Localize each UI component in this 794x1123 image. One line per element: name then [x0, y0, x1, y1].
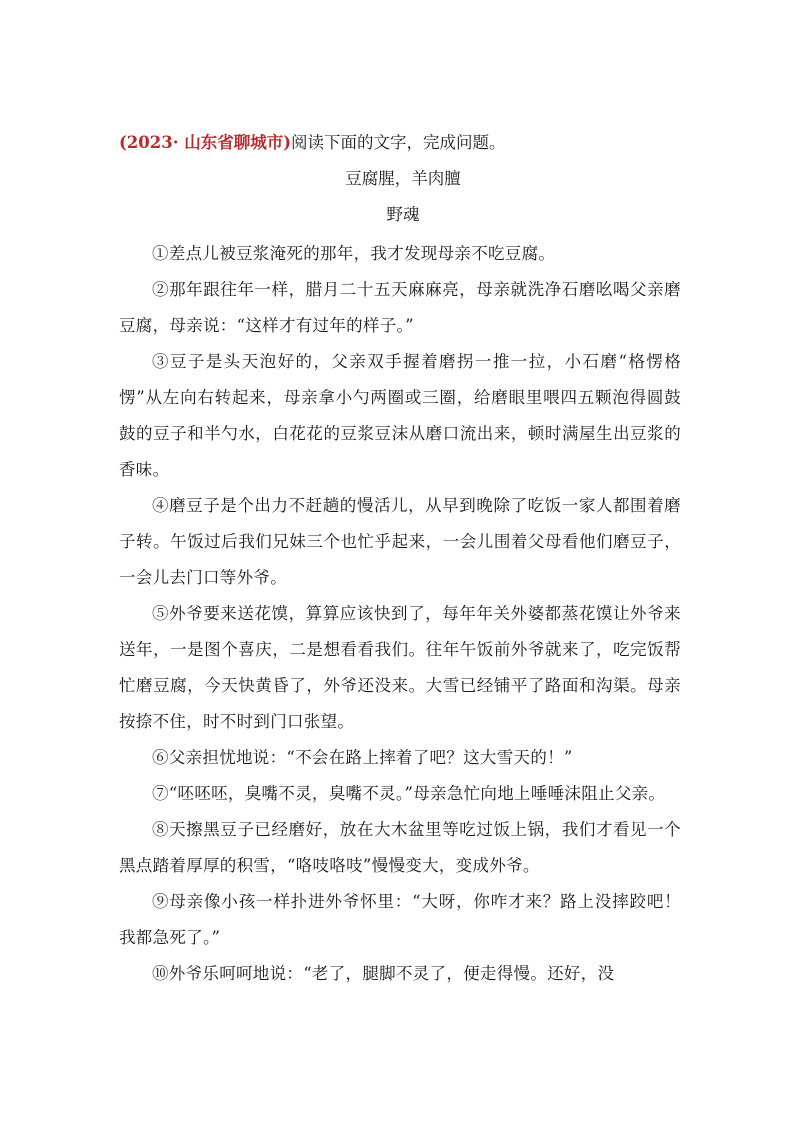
question-header — [119, 128, 681, 158]
question-instruction: 阅读下面的文字，完成问题。 — [291, 133, 506, 152]
paragraph-2: ②那年跟往年一样，腊月二十五天麻麻亮，母亲就洗净石磨吆喝父亲磨豆腐，母亲说：“这样才有过年的样子。” — [119, 280, 681, 335]
paragraph-1: ①差点儿被豆浆淹死的那年，我才发现母亲不吃豆腐。 — [152, 244, 556, 263]
paragraph-9: ⑨母亲像小孩一样扑进外爷怀里：“大呀，你咋才来？路上没摔跤吧！我都急死了。” — [119, 892, 681, 947]
paragraph-5: ⑤外爷要来送花馍，算算应该快到了，每年年关外婆都蒸花馍让外爷来送年，一是图个喜庆，二是想看看我们。往年午饭前外爷就来了，吃完饭帮忙磨豆腐，今天快黄昏了，外爷还没来。大雪已经铺平了路面和沟渠。母亲按捺不住，时不时到门口张望。 — [119, 604, 681, 731]
paragraph-7: ⑦“呸呸呸，臭嘴不灵，臭嘴不灵。”母亲急忙向地上唾唾沫阻止父亲。 — [152, 784, 666, 803]
paragraph-4: ④磨豆子是个出力不赶趟的慢活儿，从早到晚除了吃饭一家人都围着磨子转。午饭过后我们兄妹三个也忙乎起来，一会儿围着父母看他们磨豆子，一会儿去门口等外爷。 — [119, 496, 681, 587]
document-page — [119, 128, 681, 992]
article-author: 野魂 — [386, 205, 420, 224]
paragraph-8: ⑧天擦黑豆子已经磨好，放在大木盆里等吃过饭上锅，我们才看见一个黑点踏着厚厚的积雪，“咯吱咯吱”慢慢变大，变成外爷。 — [119, 820, 681, 875]
paragraph-3: ③豆子是头天泡好的，父亲双手握着磨拐一推一拉，小石磨“格愣格愣”从左向右转起来，母亲拿小勺两圈或三圈，给磨眼里喂四五颗泡得圆鼓鼓的豆子和半勺水，白花花的豆浆豆沫从磨口流出来，顿时满屋生出豆浆的香味。 — [119, 352, 681, 479]
article-title: 豆腐腥，羊肉膻 — [345, 169, 461, 188]
paragraph-10: ⑩外爷乐呵呵地说：“老了，腿脚不灵了，便走得慢。还好，没 — [152, 964, 615, 983]
question-source: (2023· 山东省聊城市) — [119, 133, 292, 152]
paragraph-6: ⑥父亲担忧地说：“不会在路上摔着了吧？这大雪天的！” — [152, 748, 573, 767]
